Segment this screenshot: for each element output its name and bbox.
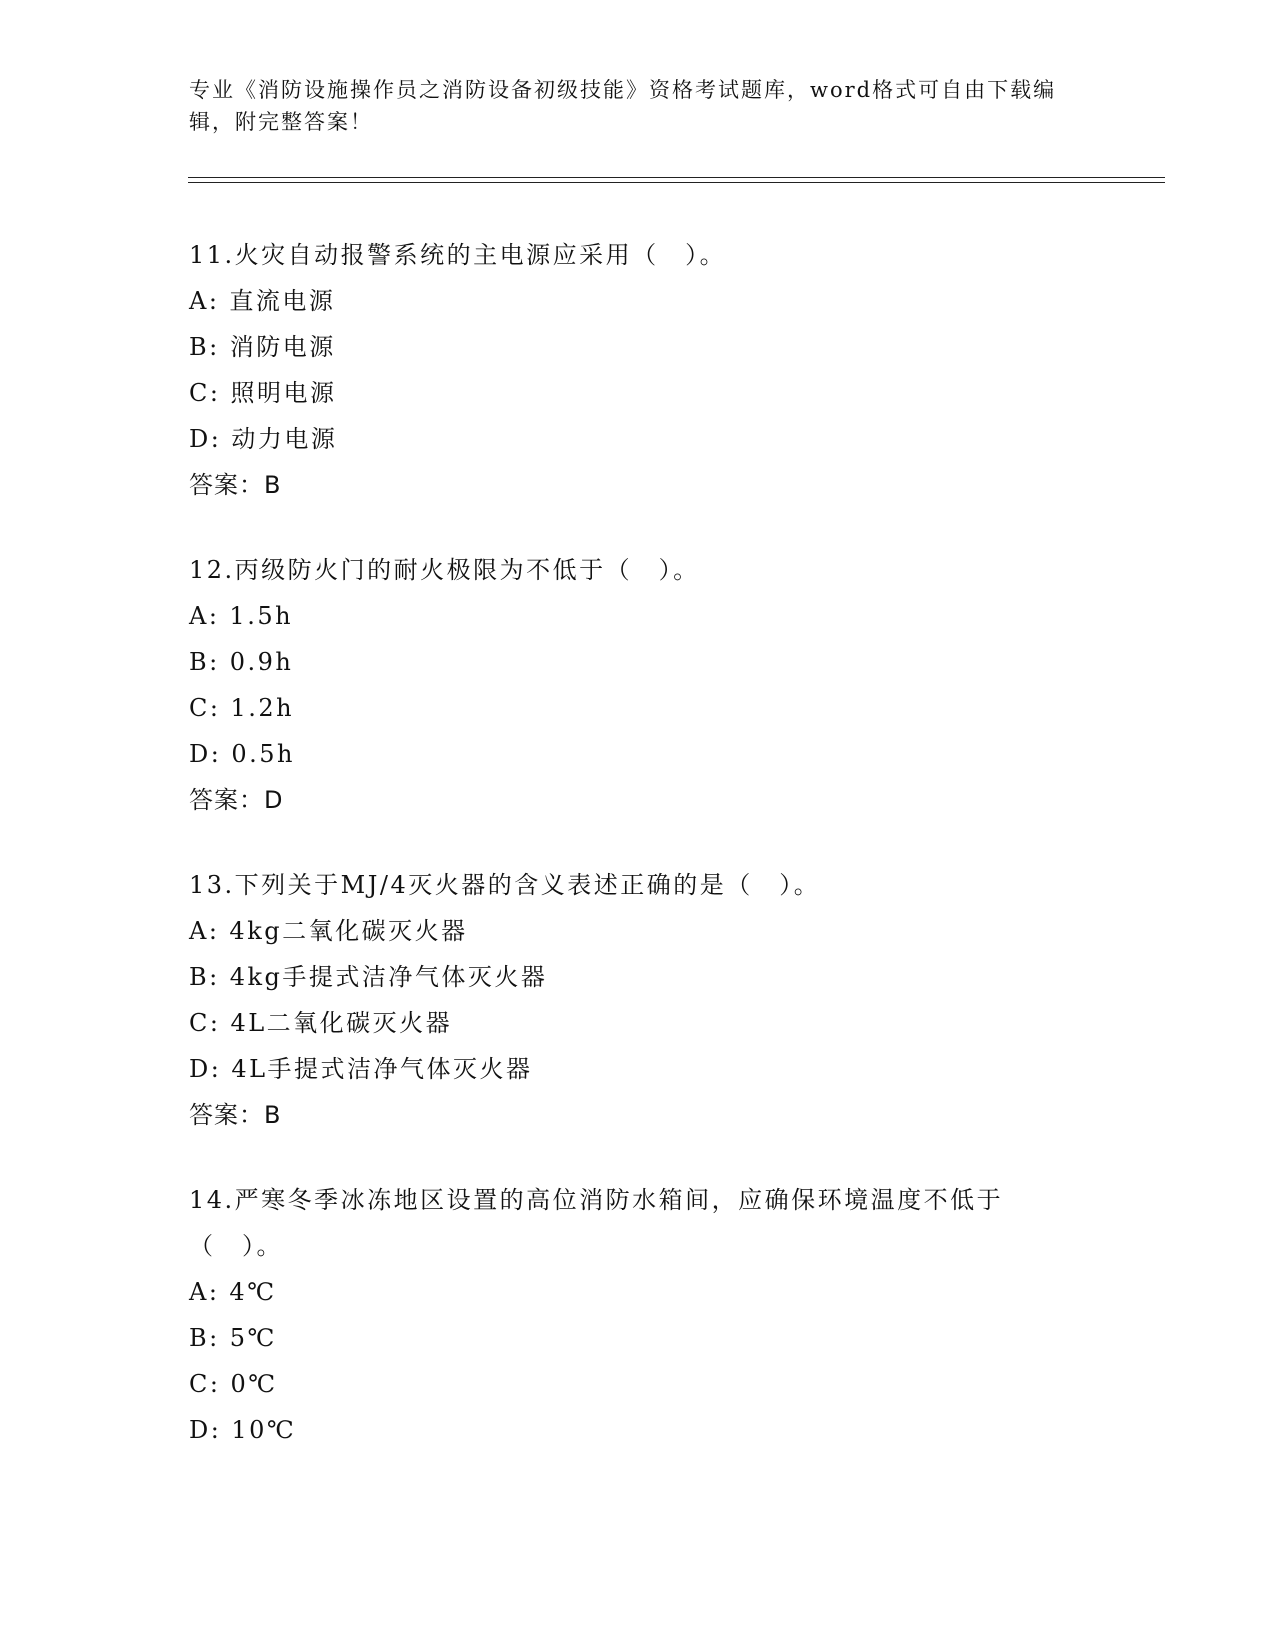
option-text: 5℃ (229, 1324, 277, 1352)
option-letter: B: (189, 963, 220, 991)
option-text: 4L二氧化碳灭火器 (230, 1009, 453, 1037)
option-text: 1.5h (229, 602, 294, 630)
option-d (189, 731, 1109, 777)
option-b (189, 1315, 1069, 1361)
option-text: 直流电源 (229, 287, 336, 315)
option-d (189, 1407, 1069, 1453)
option-text: 动力电源 (231, 425, 338, 453)
question-13 (189, 862, 1109, 1138)
option-text: 4℃ (229, 1278, 277, 1306)
option-letter: A: (189, 1278, 220, 1306)
option-letter: D: (189, 425, 222, 453)
option-a (189, 278, 1109, 324)
option-letter: B: (189, 648, 220, 676)
option-a (189, 593, 1109, 639)
option-d (189, 1046, 1109, 1092)
option-c (189, 1361, 1069, 1407)
option-a (189, 908, 1109, 954)
option-b (189, 324, 1109, 370)
option-letter: A: (189, 917, 220, 945)
option-letter: C: (189, 1370, 221, 1398)
option-letter: A: (189, 602, 220, 630)
question-12 (189, 547, 1109, 823)
header-rule-top (188, 177, 1165, 178)
option-c (189, 685, 1109, 731)
option-letter: D: (189, 1055, 222, 1083)
option-d (189, 416, 1109, 462)
document-intro: 专业《消防设施操作员之消防设备初级技能》资格考试题库，word格式可自由下载编辑，附完整答案！ (189, 78, 1057, 134)
option-letter: D: (189, 740, 222, 768)
option-text: 1.2h (230, 694, 295, 722)
option-letter: C: (189, 1009, 221, 1037)
option-text: 消防电源 (229, 333, 336, 361)
answer: 答案：B (189, 1101, 282, 1129)
option-c (189, 370, 1109, 416)
option-letter: C: (189, 694, 221, 722)
question-14 (189, 1177, 1069, 1453)
option-a (189, 1269, 1069, 1315)
question-stem: 12.丙级防火门的耐火极限为不低于（ ）。 (189, 556, 700, 584)
option-text: 0℃ (230, 1370, 278, 1398)
option-letter: A: (189, 287, 220, 315)
option-b (189, 639, 1109, 685)
option-text: 10℃ (231, 1416, 297, 1444)
option-text: 0.9h (229, 648, 294, 676)
option-text: 照明电源 (230, 379, 337, 407)
option-b (189, 954, 1109, 1000)
option-letter: B: (189, 333, 220, 361)
option-text: 4L手提式洁净气体灭火器 (231, 1055, 533, 1083)
option-c (189, 1000, 1109, 1046)
header-rule-bottom (188, 182, 1165, 183)
question-stem: 11.火灾自动报警系统的主电源应采用（ ）。 (189, 241, 727, 269)
option-text: 4kg二氧化碳灭火器 (229, 917, 468, 945)
option-letter: C: (189, 379, 221, 407)
option-text: 4kg手提式洁净气体灭火器 (229, 963, 548, 991)
question-stem: 14.严寒冬季冰冻地区设置的高位消防水箱间，应确保环境温度不低于（ ）。 (189, 1186, 1004, 1260)
question-stem: 13.下列关于MJ/4灭火器的含义表述正确的是（ ）。 (189, 871, 821, 899)
option-text: 0.5h (231, 740, 295, 768)
option-letter: D: (189, 1416, 222, 1444)
answer: 答案：B (189, 471, 282, 499)
option-letter: B: (189, 1324, 220, 1352)
answer: 答案：D (189, 786, 284, 814)
question-11 (189, 232, 1109, 508)
